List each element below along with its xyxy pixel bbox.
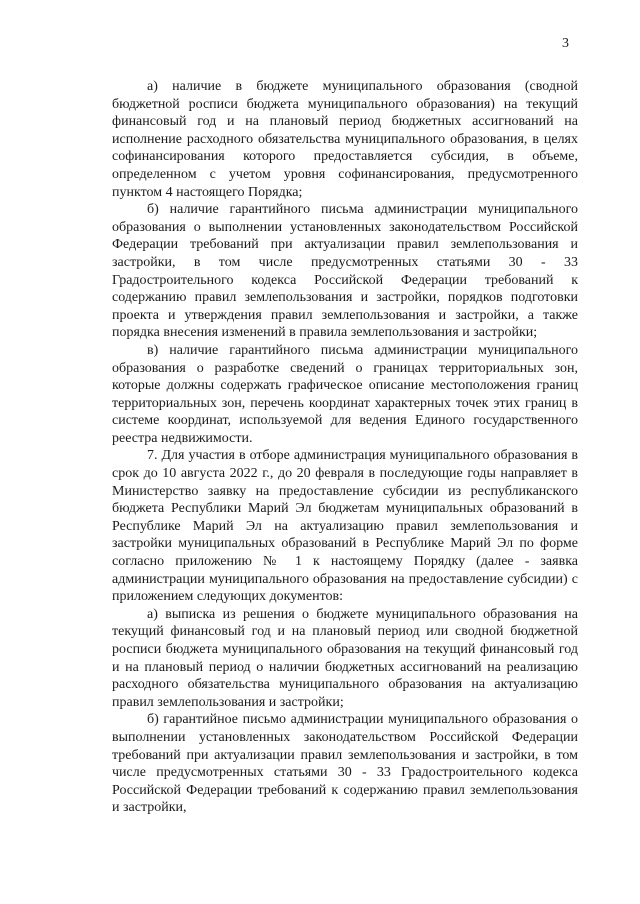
document-body <box>112 78 578 817</box>
paragraph-budget-extract: а) выписка из решения о бюджете муниципального образования на текущий финансовый год и на плановый период или сводной бюджетной росписи бюджета муниципального образования на текущий финансовый год и на плановый период о наличии бюджетных ассигнований на реализацию расходного обязательства муниципального образования на актуализацию правил землепользования и застройки; <box>112 606 578 710</box>
paragraph-guarantee-letter-zones: в) наличие гарантийного письма администрации муниципального образования о разработке сведений о границах территориальных зон, которые должны содержать графическое описание местоположения границ территориальных зон, перечень координат характерных точек этих границ в системе координат, используемой для ведения Единого государственного реестра недвижимости. <box>112 342 578 446</box>
paragraph-budget-availability: а) наличие в бюджете муниципального образования (сводной бюджетной росписи бюджета муниципального образования) на текущий финансовый год и на плановый период бюджетных ассигнований на исполнение расходного обязательства муниципального образования, в целях софинансирования которого предоставляется субсидия, в объеме, определенном с учетом уровня софинансирования, предусмотренного пунктом 4 настоящего Порядка; <box>112 79 578 200</box>
paragraph-clause-7: 7. Для участия в отборе администрация муниципального образования в срок до 10 августа 2022 г., до 20 февраля в последующие годы направляет в Министерство заявку на предоставление субсидии из республиканского бюджета Республики Марий Эл бюджетам муниципальных образований в Республике Марий Эл на актуализацию правил землепользования и застройки муниципальных образований в Республике Марий Эл по форме согласно приложению № 1 к настоящему Порядку (далее - заявка администрации муниципального образования на предоставление субсидии) с приложением следующих документов: <box>112 448 578 605</box>
page-number: 3 <box>562 36 569 51</box>
paragraph-guarantee-letter-rules: б) наличие гарантийного письма администрации муниципального образования о выполнении установленных законодательством Российской Федерации требований при актуализации правил землепользования и застройки, в том числе предусмотренных статьями 30 - 33 Градостроительного кодекса Российской Федерации требований к содержанию правил землепользования и застройки, порядков подготовки проекта и утверждения правил землепользования и застройки, а также порядка внесения изменений в правила землепользования и застройки; <box>112 202 578 341</box>
paragraph-guarantee-letter-continued: б) гарантийное письмо администрации муниципального образования о выполнении установленных законодательством Российской Федерации требований при актуализации правил землепользования и застройки, в том числе предусмотренных статьями 30 - 33 Градостроительного кодекса Российской Федерации требований к содержанию правил землепользования и застройки, <box>112 712 578 816</box>
